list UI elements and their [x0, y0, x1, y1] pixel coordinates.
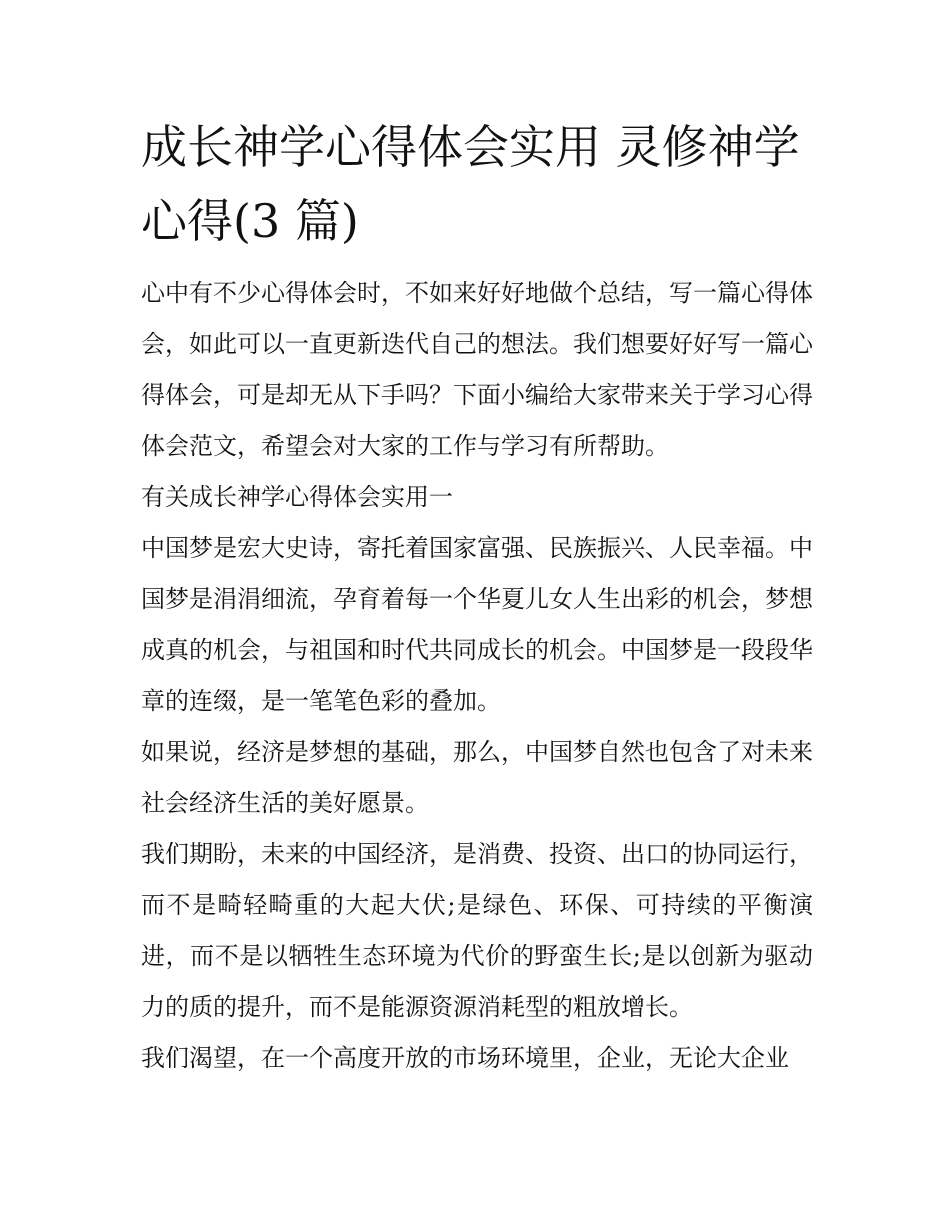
document-content — [141, 110, 813, 1084]
paragraph-intro: 心中有不少心得体会时，不如来好好地做个总结，写一篇心得体会，如此可以一直更新迭代自己的想法。我们想要好好写一篇心得体会，可是却无从下手吗？下面小编给大家带来关于学习心得体会范文，希望会对大家的工作与学习有所帮助。 — [141, 279, 813, 460]
paragraph-aspiration: 我们渴望，在一个高度开放的市场环境里，企业，无论大企业 — [141, 1044, 789, 1072]
paragraph-china-dream: 中国梦是宏大史诗，寄托着国家富强、民族振兴、人民幸福。中国梦是涓涓细流，孕育着每一个华夏儿女人生出彩的机会，梦想成真的机会，与祖国和时代共同成长的机会。中国梦是一段段华章的连缀，是一笔笔色彩的叠加。 — [141, 534, 813, 715]
section-heading: 有关成长神学心得体会实用一 — [141, 483, 453, 511]
paragraph-expectation: 我们期盼，未来的中国经济，是消费、投资、出口的协同运行，而不是畸轻畸重的大起大伏;是绿色、环保、可持续的平衡演进，而不是以牺牲生态环境为代价的野蛮生长;是以创新为驱动力的质的提升，而不是能源资源消耗型的粗放增长。 — [141, 840, 813, 1021]
document-body — [141, 268, 813, 1084]
paragraph-economy: 如果说，经济是梦想的基础，那么，中国梦自然也包含了对未来社会经济生活的美好愿景。 — [141, 738, 813, 817]
document-title: 成长神学心得体会实用 灵修神学心得(3 篇) — [141, 120, 800, 248]
